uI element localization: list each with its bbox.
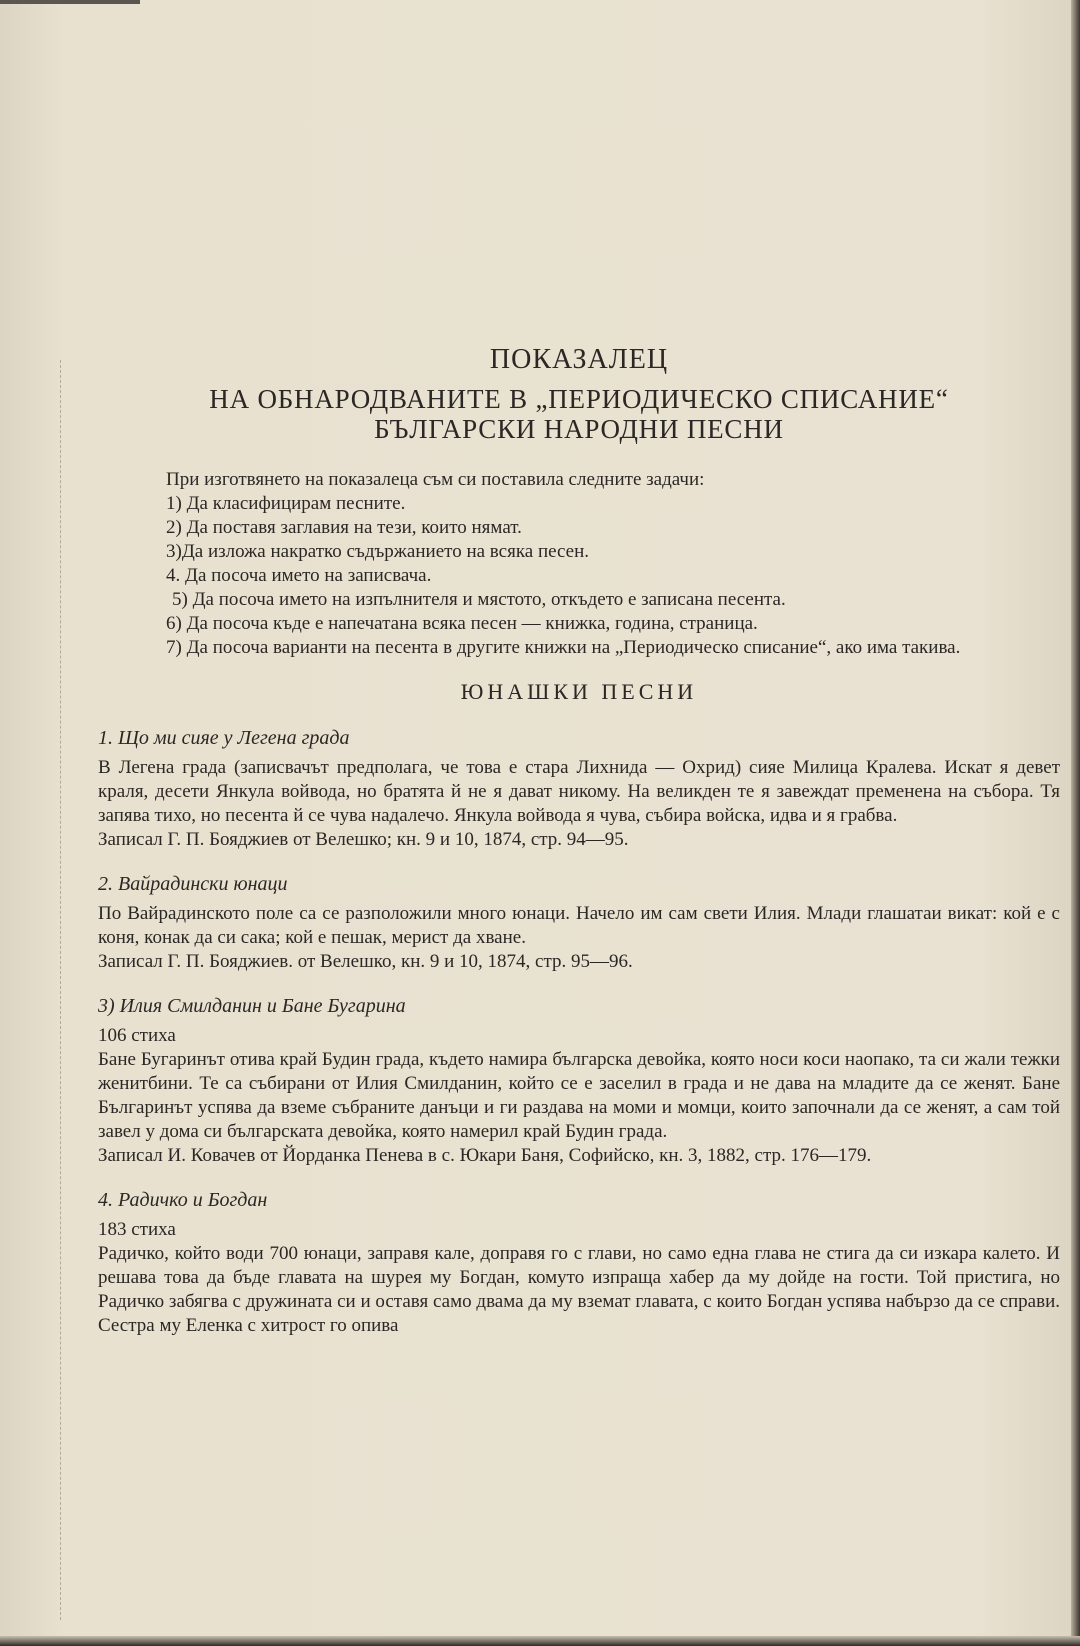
page-title: ПОКАЗАЛЕЦ: [489, 344, 669, 375]
song-line-count: 106 стиха: [98, 1025, 176, 1046]
task-item: 2) Да поставя заглавия на тези, които нямат.: [166, 517, 522, 538]
page-subtitle: [98, 384, 1060, 444]
section-heading: ЮНАШКИ ПЕСНИ: [460, 679, 698, 704]
subtitle-line-2: БЪЛГАРСКИ НАРОДНИ ПЕСНИ: [374, 414, 784, 444]
song-source: Записал Г. П. Бояджиев. от Велешко, кн. 9 и 10, 1874, стр. 95—96.: [98, 951, 633, 972]
task-item: 4. Да посоча името на записвача.: [166, 565, 432, 586]
task-item: 1) Да класифицирам песните.: [166, 493, 406, 514]
page-edge-right: [1071, 0, 1080, 1646]
song-source: Записал И. Ковачев от Йорданка Пенева в с. Юкари Баня, Софийско, кн. 3, 1882, стр. 176—179.: [98, 1145, 872, 1166]
intro-lead: При изготвянето на показалеца съм си поставила следните задачи:: [166, 469, 705, 490]
subtitle-line-1: НА ОБНАРОДВАНИТЕ В „ПЕРИОДИЧЕСКО СПИСАНИЕ“: [209, 384, 949, 414]
song-title: 2. Вайрадински юнаци: [98, 873, 288, 895]
song-entry: [98, 726, 1060, 852]
song-title: 3) Илия Смилданин и Бане Бугарина: [98, 995, 406, 1017]
song-summary: Бане Бугаринът отива край Будин града, където намира българска девойка, която носи коси наопако, та си жали тежки женитбини. Те са събирани от Илия Смилданин, който се е заселил в града и не дава на младите да се женят. Бане Българинът успява да вземе събраните данъци и ги раздава на моми и момци, които започнали да се женят, а сам той завел у дома си българската девойка, която намерил край Будин града.: [98, 1049, 1060, 1142]
song-title: 1. Що ми сияе у Легена града: [98, 727, 350, 749]
task-item: 5) Да посоча името на изпълнителя и мястото, откъдето е записана песента.: [172, 589, 786, 610]
task-item: 3)Да изложа накратко съдържанието на всяка песен.: [166, 541, 590, 562]
song-entry: [98, 1188, 1060, 1338]
song-line-count: 183 стиха: [98, 1219, 176, 1240]
task-item: 6) Да посоча къде е напечатана всяка песен — книжка, година, страница.: [166, 613, 758, 634]
song-title: 4. Радичко и Богдан: [98, 1189, 268, 1211]
song-summary: По Вайрадинското поле са се разположили много юнаци. Начело им сам свети Илия. Млади глашатаи викат: кой е с коня, конак да си сака; кой е пешак, мерист да хване.: [98, 903, 1060, 948]
page-content: [98, 344, 1060, 1358]
page-edge-bottom: [0, 1636, 1080, 1646]
page-edge-top: [0, 0, 140, 4]
song-entry: [98, 872, 1060, 974]
song-entry: [98, 994, 1060, 1168]
song-summary: В Легена града (записвачът предполага, че това е стара Лихнида — Охрид) сияе Милица Кралева. Искат я девет краля, десети Янкула войвода, но братята й не я дават никому. На великден те я завеждат пременена на събора. Тя запява тихо, но песента й се чува надалечо. Янкула войвода я чува, събира войска, идва и я грабва.: [98, 757, 1060, 826]
song-source: Записал Г. П. Бояджиев от Велешко; кн. 9 и 10, 1874, стр. 94—95.: [98, 829, 629, 850]
intro-section: [98, 468, 1060, 660]
song-summary: Радичко, който води 700 юнаци, заправя кале, доправя го с глави, но само една глава не стига да си изкара калето. И решава това да бъде главата на шурея му Богдан, комуто изпраща хабер да му дойде на гости. Той пристига, но Радичко забягва с дружината си и оставя само двама да му вземат главата, с които Богдан успява набързо да се справи. Сестра му Еленка с хитрост го опива: [98, 1243, 1060, 1336]
task-item: 7) Да посоча варианти на песента в другите книжки на „Периодическо списание“, ако има такива.: [166, 637, 961, 658]
